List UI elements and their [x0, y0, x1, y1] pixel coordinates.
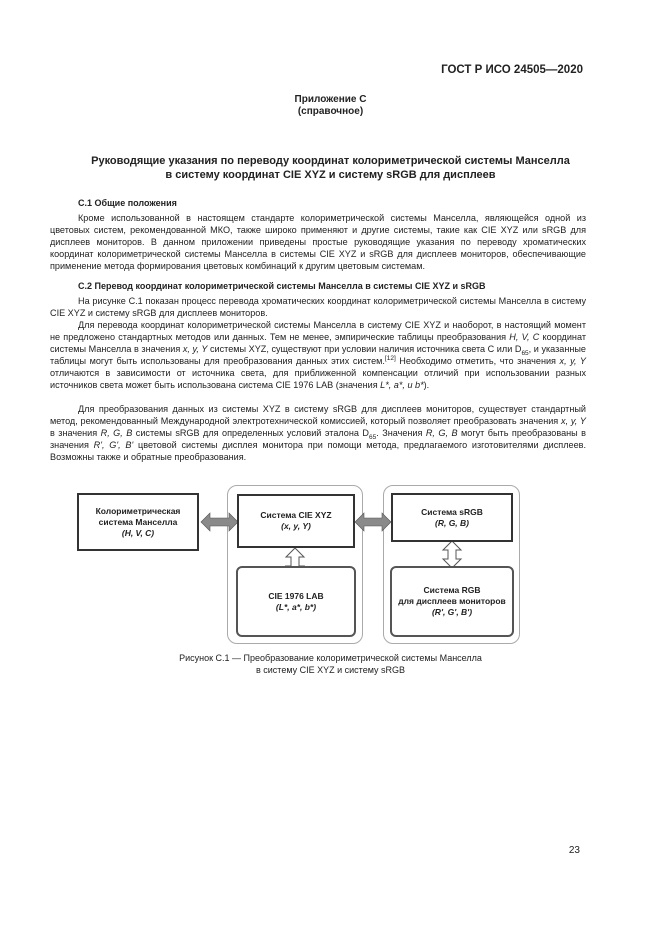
p3-text-d: R, G, B: [100, 428, 133, 438]
p2-text-j: x, y, Y: [559, 356, 586, 366]
p3-text-k: цветовой системы дисплея монитора при помощи метода, предлагаемого изготовителями дисплеев. Возможны также и обратные преобразования.: [50, 440, 586, 462]
p2-text-k: отличаются в зависимости от источника света, для приближенной компенсации отличий при использовании разных источников света может быть использована система CIE 1976 LAB (значения: [50, 368, 586, 390]
annex-subtitle: (справочное): [297, 106, 364, 117]
srgb-label-1: Система sRGB: [421, 506, 483, 517]
munsell-label-2: система Манселла: [98, 516, 178, 527]
p3-text-h: R, G, B: [425, 428, 458, 438]
munsell-label-1: Колориметрическая: [95, 505, 181, 516]
p3-subscript-65: 65: [368, 433, 377, 441]
p2-text-d: x, y, Y: [182, 344, 208, 354]
rgb-monitor-label-1: Система RGB: [423, 585, 481, 595]
rgb-monitor-box: [390, 566, 514, 637]
srgb-label-2: (R, G, B): [435, 517, 469, 528]
caption-line-1: Рисунок С.1 — Преобразование колориметрической системы Манселла: [179, 653, 482, 663]
figure-caption: [0, 652, 661, 676]
p2-text-a: Для перевода координат колориметрической системы Манселла в систему CIE XYZ и наоборот, в настоящий момент не предложено стандартных методов или данных. Тем не менее, эмпирические таблицы преобразования: [50, 320, 586, 342]
p3-text-c: в значения: [50, 428, 101, 438]
p2-text-c: координат системы Манселла в значения: [50, 332, 586, 354]
annex-title: Приложение С: [294, 94, 367, 105]
p2-text-g: , и указанные таблицы могут быть использованы для преобразования данных этих систем.: [50, 344, 586, 366]
munsell-label-3: (H, V, C): [121, 527, 155, 538]
title-line-2: в систему координат CIE XYZ и систему sRGB для дисплеев: [165, 169, 496, 181]
p2-text-m: ).: [423, 380, 430, 390]
p2-reference-12: [12]: [384, 354, 396, 362]
p3-text-a: Для преобразования данных из системы XYZ в систему sRGB для дисплеев мониторов, существует стандартный метод, рекомендованный Международной электротехнической комиссией, который позволяет преобразовать значения: [50, 404, 586, 426]
cie-lab-label-1: CIE 1976 LAB: [268, 590, 324, 601]
srgb-box: [391, 493, 513, 542]
cie-xyz-label-2: (x, y, Y): [281, 521, 311, 531]
munsell-system-box: [77, 493, 199, 551]
section-c1-paragraph: Кроме использованной в настоящем стандарте колориметрической системы Манселла, являющейся одной из цветовых систем, рекомендованной МКО, также широко применяют и другие системы, такие как CIE XYZ или sRGB для дисплеев мониторов. В данном приложении приведены простые руководящие указания по переводу хроматических координат колориметрической системы Манселла в системы CIE XYZ и sRGB для дисплеев мониторов, обеспечивающие применение метода формирования цветовых комбинаций к другим цветовым системам.: [50, 213, 586, 271]
p3-text-e: системы sRGB для определенных условий эталона D: [132, 428, 369, 438]
page-number: 23: [568, 845, 580, 856]
p2-text-l: L*, a*, и b*: [380, 380, 424, 390]
section-c1-heading: С.1 Общие положения: [78, 198, 177, 208]
rgb-monitor-label-3: (R', G', B'): [431, 607, 473, 617]
p2-subscript-65: 65: [521, 349, 529, 357]
rgb-monitor-label-2: для дисплеев мониторов: [398, 596, 506, 606]
title-line-1: Руководящие указания по переводу координат колориметрической системы Манселла: [91, 155, 570, 167]
cie-lab-label-2: (L*, a*, b*): [275, 601, 317, 612]
cie-lab-box: [236, 566, 356, 637]
p3-text-j: R', G', B': [93, 440, 134, 450]
p2-text-b: H, V, C: [509, 332, 540, 342]
arrow-xyz-srgb: [355, 513, 391, 531]
p3-text-g: . Значения: [376, 428, 426, 438]
p2-text-e: системы XYZ, существуют при условии наличия источника света С или D: [207, 344, 522, 354]
arrow-munsell-xyz: [201, 513, 238, 531]
p3-text-b: x, y, Y: [561, 416, 586, 426]
section-c2-heading: С.2 Перевод координат колориметрической системы Манселла в системы CIE XYZ и sRGB: [78, 281, 486, 291]
arrow-srgb-rgb: [443, 541, 461, 568]
cie-xyz-box: [237, 494, 355, 548]
caption-line-2: в систему CIE XYZ и систему sRGB: [255, 665, 405, 675]
p3-text-i: могут быть преобразованы в значения: [50, 428, 586, 450]
p2-text-i: Необходимо отметить, что значения: [395, 356, 560, 366]
standard-header: ГОСТ Р ИСО 24505—2020: [441, 64, 583, 76]
section-c2-paragraph-1: На рисунке С.1 показан процесс перевода хроматических координат колориметрической системы Манселла в систему CIE XYZ и систему sRGB для дисплеев мониторов.: [50, 296, 586, 318]
cie-xyz-label-1: Система CIE XYZ: [260, 510, 332, 520]
